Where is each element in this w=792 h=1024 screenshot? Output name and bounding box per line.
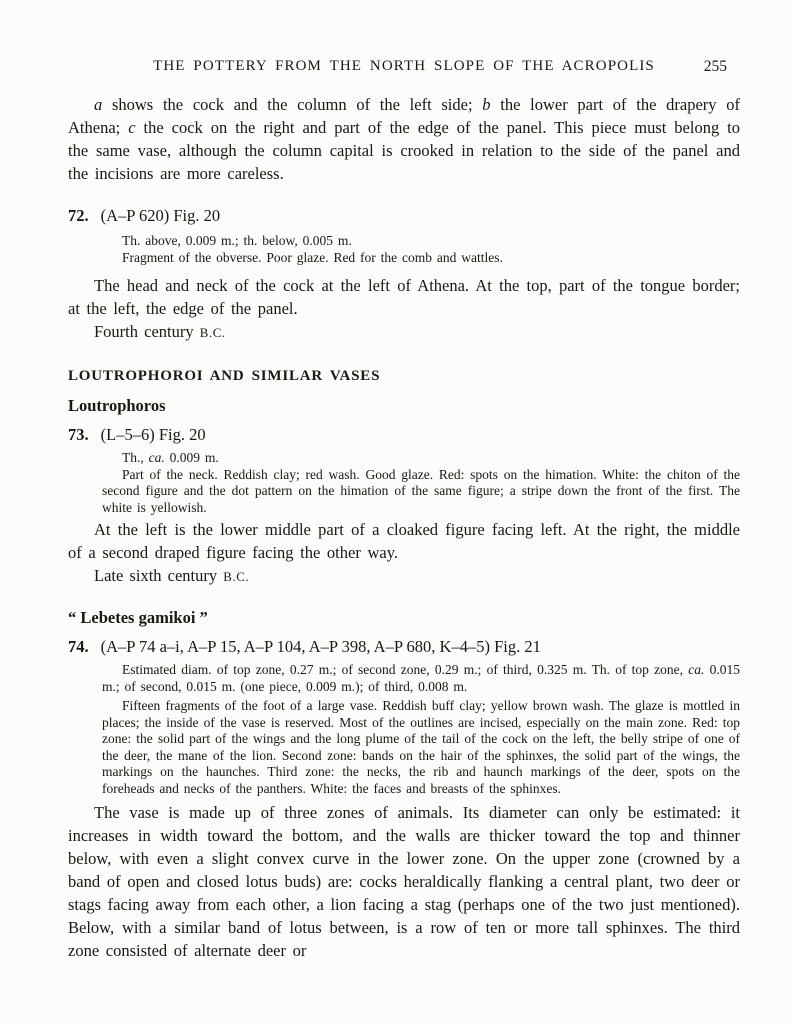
entry-72-description: Fragment of the obverse. Poor glaze. Red for the comb and wattles. xyxy=(122,249,503,265)
entry-74-measurements: Estimated diam. of top zone, 0.27 m.; of second zone, 0.29 m.; of third, 0.325 m. Th. of top zone, ca. 0.015 m.; of second, 0.015 m. (one piece, 0.009 m.); of third, 0.008 m. xyxy=(102,662,740,694)
entry-74-smallprint xyxy=(102,662,740,797)
section-heading-lebetes-gamikoi: “ Lebetes gamikoi ” xyxy=(68,608,208,627)
entry-72-body: The head and neck of the cock at the left of Athena. At the top, part of the tongue border; at the left, the edge of the panel. xyxy=(68,276,740,318)
subsection-loutrophoros: Loutrophoros xyxy=(68,396,166,415)
entry-73-measurements: Th., ca. 0.009 m. xyxy=(122,450,219,465)
entry-73-body: At the left is the lower middle part of a cloaked figure facing left. At the right, the middle of a second draped figure facing the other way. xyxy=(68,520,740,562)
entry-74-body: The vase is made up of three zones of animals. Its diameter can only be estimated: it increases in width toward the bottom, and the walls are thicker toward the top and thinner below, with even a slight convex curve in the lower zone. On the upper zone (crowned by a band of open and closed lotus buds) are: cocks heraldically flanking a central plant, two deer or stags facing away from each other, a lion facing a stag (perhaps one of the two just mentioned). Below, with a similar band of lotus between, is a row of ten or more tall sphinxes. The third zone consisted of alternate deer or xyxy=(68,803,740,960)
page-number: 255 xyxy=(703,58,727,75)
page-header xyxy=(68,58,740,78)
entry-73-heading: 73. (L–5–6) Fig. 20 xyxy=(68,425,206,444)
entry-73-description: Part of the neck. Reddish clay; red wash. Good glaze. Red: spots on the himation. White: the chiton of the second figure and the dot pattern on the himation of the same figure; a stripe down the front of the first. The white is yellowish. xyxy=(102,466,740,515)
entry-72-smallprint xyxy=(102,233,740,266)
entry-72-measurements: Th. above, 0.009 m.; th. below, 0.005 m. xyxy=(122,233,352,248)
entry-74-description: Fifteen fragments of the foot of a large vase. Reddish buff clay; yellow brown wash. The glaze is mottled in places; the inside of the vase is reserved. Most of the outlines are incised, especially on the main zone. Red: top zone: the solid part of the wings and the long plume of the tail of the cock on the left, the belly stripe of one of the deer, the mane of the lion. Second zone: bands on the hair of the sphinxes, the solid part of the wings, the markings on the haunches. Third zone: the necks, the rib and haunch markings of the deer, spots on the foreheads and necks of the panthers. White: the faces and breasts of the sphinxes. xyxy=(102,698,740,796)
intro-paragraph: a shows the cock and the column of the left side; b the lower part of the drapery of Athena; c the cock on the right and part of the edge of the panel. This piece must belong to the same vase, although the column capital is crooked in relation to the side of the panel and the incisions are more careless. xyxy=(68,95,740,183)
entry-72-heading: 72. (A–P 620) Fig. 20 xyxy=(68,206,221,225)
entry-73-date: Late sixth century B.C. xyxy=(94,566,250,585)
running-title: THE POTTERY FROM THE NORTH SLOPE OF THE ACROPOLIS xyxy=(153,58,655,74)
entry-74-heading: 74. (A–P 74 a–i, A–P 15, A–P 104, A–P 398, A–P 680, K–4–5) Fig. 21 xyxy=(68,637,541,656)
section-heading-loutrophoroi: LOUTROPHOROI AND SIMILAR VASES xyxy=(68,368,381,384)
entry-73-smallprint xyxy=(102,450,740,516)
entry-72-date: Fourth century B.C. xyxy=(94,322,226,341)
